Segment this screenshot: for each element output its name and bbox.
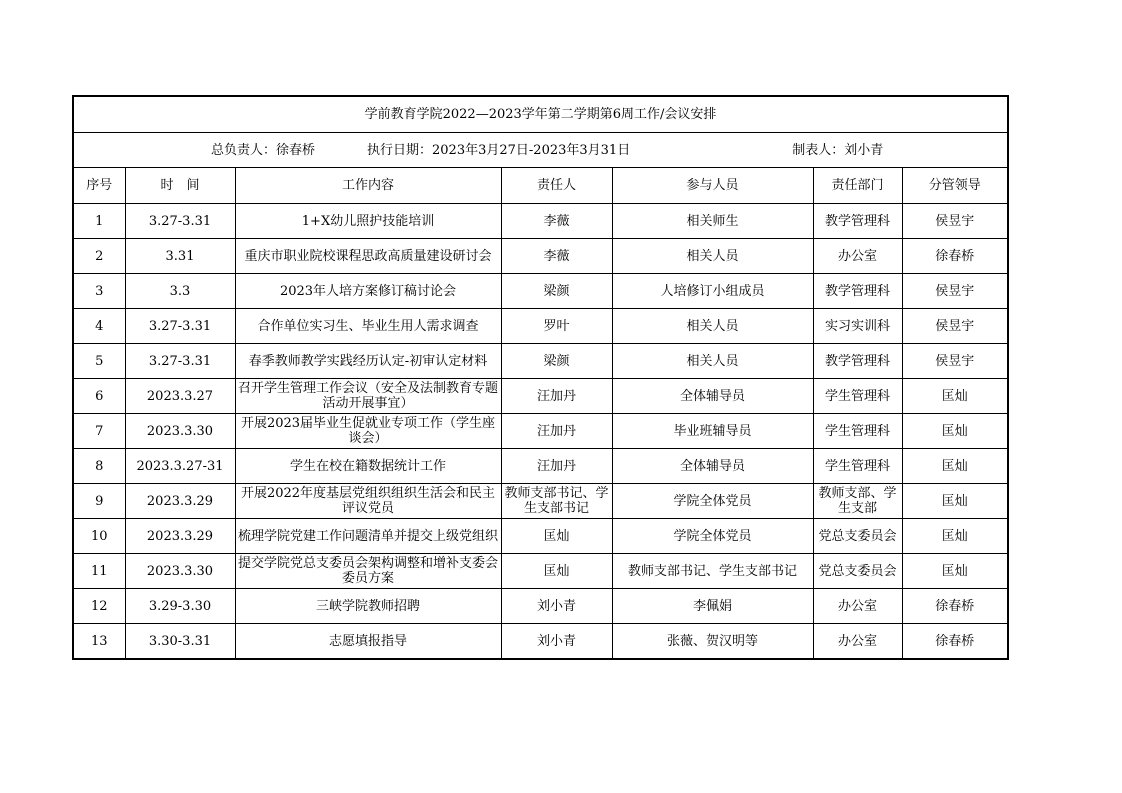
cell-department: 实习实训科	[813, 309, 902, 344]
cell-supervisor: 侯昱宇	[902, 204, 1008, 239]
cell-time: 2023.3.27	[125, 379, 235, 414]
cell-index: 9	[73, 484, 125, 519]
cell-time: 3.3	[125, 274, 235, 309]
cell-participants: 人培修订小组成员	[612, 274, 813, 309]
cell-content: 开展2023届毕业生促就业专项工作（学生座谈会）	[235, 414, 501, 449]
cell-participants: 学院全体党员	[612, 519, 813, 554]
cell-content: 召开学生管理工作会议（安全及法制教育专题活动开展事宜）	[235, 379, 501, 414]
execution-date-label: 执行日期：2023年3月27日-2023年3月31日	[367, 142, 631, 158]
cell-owner: 刘小青	[501, 589, 612, 624]
cell-owner: 汪加丹	[501, 379, 612, 414]
cell-owner: 李薇	[501, 204, 612, 239]
table-row	[73, 204, 1008, 239]
cell-time: 2023.3.29	[125, 484, 235, 519]
cell-participants: 全体辅导员	[612, 379, 813, 414]
cell-participants: 相关人员	[612, 239, 813, 274]
cell-supervisor: 匡灿	[902, 554, 1008, 589]
cell-supervisor: 徐春桥	[902, 589, 1008, 624]
cell-index: 7	[73, 414, 125, 449]
sheet-title: 学前教育学院2022—2023学年第二学期第6周工作/会议安排	[73, 96, 1008, 133]
cell-department: 办公室	[813, 589, 902, 624]
cell-content: 重庆市职业院校课程思政高质量建设研讨会	[235, 239, 501, 274]
header-cell-participants: 参与人员	[612, 168, 813, 204]
work-schedule-table	[72, 95, 1009, 660]
cell-content: 1+X幼儿照护技能培训	[235, 204, 501, 239]
cell-index: 12	[73, 589, 125, 624]
cell-owner: 汪加丹	[501, 449, 612, 484]
cell-content: 三峡学院教师招聘	[235, 589, 501, 624]
cell-index: 5	[73, 344, 125, 379]
header-cell-supervisor: 分管领导	[902, 168, 1008, 204]
cell-participants: 相关师生	[612, 204, 813, 239]
cell-content: 提交学院党总支委员会架构调整和增补支委会委员方案	[235, 554, 501, 589]
cell-time: 3.27-3.31	[125, 309, 235, 344]
cell-supervisor: 匡灿	[902, 414, 1008, 449]
cell-participants: 张薇、贺汉明等	[612, 624, 813, 660]
cell-supervisor: 侯昱宇	[902, 274, 1008, 309]
cell-index: 3	[73, 274, 125, 309]
cell-time: 2023.3.30	[125, 414, 235, 449]
table-row	[73, 379, 1008, 414]
cell-owner: 刘小青	[501, 624, 612, 660]
cell-department: 教师支部、学生支部	[813, 484, 902, 519]
cell-owner: 李薇	[501, 239, 612, 274]
table-row	[73, 624, 1008, 660]
cell-index: 6	[73, 379, 125, 414]
cell-time: 3.29-3.30	[125, 589, 235, 624]
cell-supervisor: 匡灿	[902, 379, 1008, 414]
table-row	[73, 239, 1008, 274]
cell-time: 2023.3.27-31	[125, 449, 235, 484]
cell-owner: 梁颜	[501, 344, 612, 379]
cell-supervisor: 徐春桥	[902, 239, 1008, 274]
cell-department: 党总支委员会	[813, 519, 902, 554]
cell-owner: 教师支部书记、学生支部书记	[501, 484, 612, 519]
table-row	[73, 309, 1008, 344]
table-row	[73, 519, 1008, 554]
cell-time: 3.27-3.31	[125, 204, 235, 239]
cell-supervisor: 匡灿	[902, 519, 1008, 554]
cell-department: 党总支委员会	[813, 554, 902, 589]
table-row	[73, 414, 1008, 449]
cell-department: 教学管理科	[813, 204, 902, 239]
cell-index: 11	[73, 554, 125, 589]
cell-department: 教学管理科	[813, 344, 902, 379]
cell-index: 13	[73, 624, 125, 660]
header-row	[73, 168, 1008, 204]
cell-participants: 教师支部书记、学生支部书记	[612, 554, 813, 589]
table-row	[73, 274, 1008, 309]
cell-time: 3.31	[125, 239, 235, 274]
cell-participants: 相关人员	[612, 309, 813, 344]
cell-supervisor: 匡灿	[902, 449, 1008, 484]
cell-department: 办公室	[813, 624, 902, 660]
cell-content: 合作单位实习生、毕业生用人需求调查	[235, 309, 501, 344]
leader-label: 总负责人：徐春桥	[211, 142, 316, 158]
cell-content: 梳理学院党建工作问题清单并提交上级党组织	[235, 519, 501, 554]
cell-index: 8	[73, 449, 125, 484]
cell-participants: 李佩娟	[612, 589, 813, 624]
table-row	[73, 344, 1008, 379]
cell-supervisor: 侯昱宇	[902, 309, 1008, 344]
cell-content: 志愿填报指导	[235, 624, 501, 660]
table-row	[73, 554, 1008, 589]
cell-participants: 全体辅导员	[612, 449, 813, 484]
table-row	[73, 449, 1008, 484]
cell-content: 开展2022年度基层党组织组织生活会和民主评议党员	[235, 484, 501, 519]
header-cell-index: 序号	[73, 168, 125, 204]
cell-department: 办公室	[813, 239, 902, 274]
cell-content: 春季教师教学实践经历认定-初审认定材料	[235, 344, 501, 379]
header-cell-owner: 责任人	[501, 168, 612, 204]
cell-index: 1	[73, 204, 125, 239]
table-row	[73, 589, 1008, 624]
cell-time: 3.30-3.31	[125, 624, 235, 660]
cell-content: 2023年人培方案修订稿讨论会	[235, 274, 501, 309]
cell-owner: 汪加丹	[501, 414, 612, 449]
cell-time: 3.27-3.31	[125, 344, 235, 379]
cell-department: 学生管理科	[813, 414, 902, 449]
cell-index: 2	[73, 239, 125, 274]
cell-index: 10	[73, 519, 125, 554]
cell-supervisor: 匡灿	[902, 484, 1008, 519]
cell-owner: 梁颜	[501, 274, 612, 309]
cell-participants: 毕业班辅导员	[612, 414, 813, 449]
cell-supervisor: 侯昱宇	[902, 344, 1008, 379]
cell-department: 教学管理科	[813, 274, 902, 309]
cell-time: 2023.3.29	[125, 519, 235, 554]
cell-department: 学生管理科	[813, 449, 902, 484]
header-cell-content: 工作内容	[235, 168, 501, 204]
cell-index: 4	[73, 309, 125, 344]
table-row	[73, 484, 1008, 519]
cell-owner: 罗叶	[501, 309, 612, 344]
cell-supervisor: 徐春桥	[902, 624, 1008, 660]
cell-owner: 匡灿	[501, 519, 612, 554]
cell-owner: 匡灿	[501, 554, 612, 589]
cell-participants: 学院全体党员	[612, 484, 813, 519]
cell-content: 学生在校在籍数据统计工作	[235, 449, 501, 484]
cell-participants: 相关人员	[612, 344, 813, 379]
cell-time: 2023.3.30	[125, 554, 235, 589]
header-cell-department: 责任部门	[813, 168, 902, 204]
meta-cell	[73, 133, 1008, 168]
cell-department: 学生管理科	[813, 379, 902, 414]
table-maker-label: 制表人：刘小青	[792, 142, 884, 158]
header-cell-time: 时 间	[125, 168, 235, 204]
